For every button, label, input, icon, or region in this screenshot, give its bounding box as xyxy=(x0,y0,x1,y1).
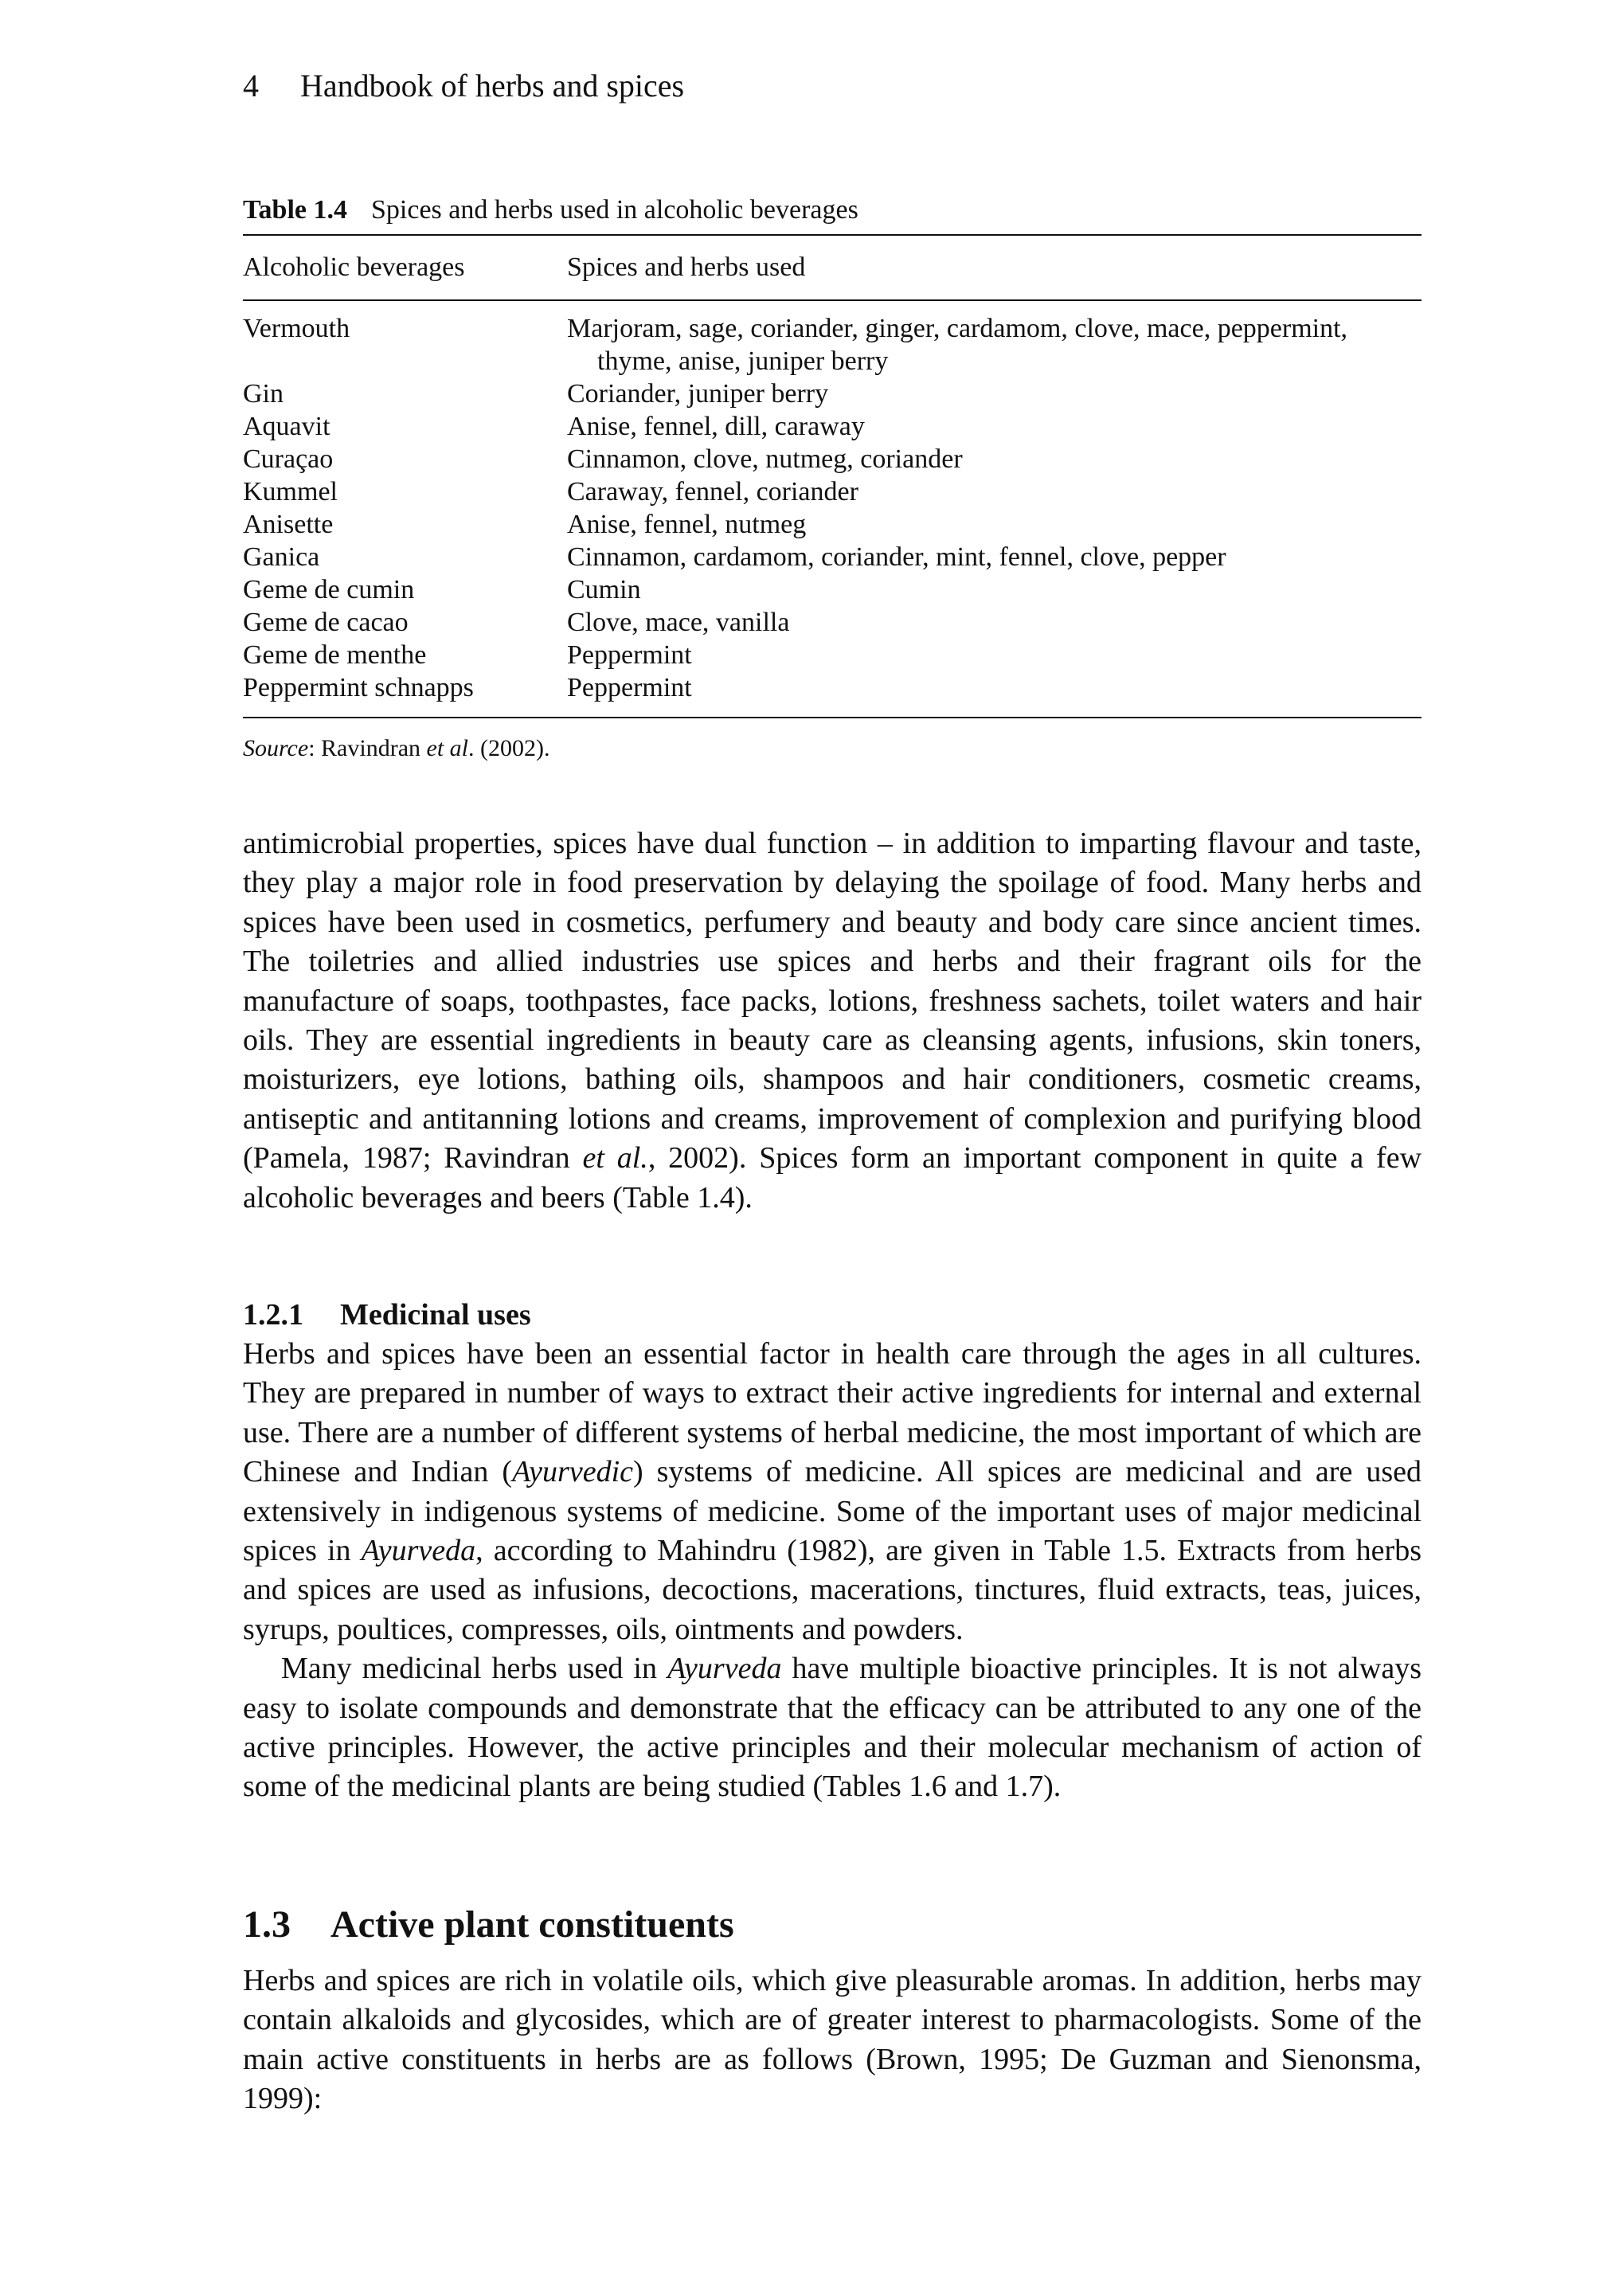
paragraph-text: ) systems of medicine. All spices are medicinal and are used extensively in indigenous systems of medicine. Some of the important uses of major medicinal spices in xyxy=(243,1455,1422,1568)
medicinal-uses-text xyxy=(243,1335,1422,1807)
spices-cell: Peppermint xyxy=(567,640,692,670)
table-row xyxy=(243,639,1422,671)
table-source-note xyxy=(243,733,1422,765)
section-number: 1.3 xyxy=(243,1903,291,1946)
italic-term: Ayurvedic xyxy=(512,1455,633,1489)
spices-cell: Peppermint xyxy=(567,673,692,702)
beverage-cell: Curaçao xyxy=(243,444,334,474)
paragraph-text: Herbs and spices have been an essential factor in health care through the ages in all cultures. They are prepared in number of ways to extract their active ingredients for internal and external use. There are a number of different systems of herbal medicine, the most important of which are Chinese and Indian ( xyxy=(243,1337,1422,1489)
spices-cell: Anise, fennel, nutmeg xyxy=(567,510,807,539)
spices-cell-line: Marjoram, sage, coriander, ginger, cardamom, clove, mace, peppermint, xyxy=(567,314,1348,343)
section-heading-1-3 xyxy=(243,1901,734,1949)
source-sep: : xyxy=(308,735,322,761)
beverage-cell: Anisette xyxy=(243,510,334,539)
table-row xyxy=(243,573,1422,606)
section-title: Active plant constituents xyxy=(330,1903,734,1946)
spices-cell xyxy=(567,312,1422,377)
spices-cell-continuation: thyme, anise, juniper berry xyxy=(597,346,889,376)
table-row xyxy=(243,606,1422,639)
spices-cell: Anise, fennel, dill, caraway xyxy=(567,412,865,441)
paragraph-text: Herbs and spices are rich in volatile oils, which give pleasurable aromas. In addition, herbs may contain alkaloids and glycosides, which are of greater interest to pharmacologists. Some of the main active constituents in herbs are as follows (Brown, 1995; De Guzman and Sienonsma, 1999): xyxy=(243,1964,1422,2116)
body-paragraph-continued xyxy=(243,824,1422,1218)
active-constituents-text xyxy=(243,1962,1422,2119)
beverage-cell: Geme de menthe xyxy=(243,640,427,670)
subsection-number: 1.2.1 xyxy=(243,1298,303,1332)
beverage-cell: Vermouth xyxy=(243,314,350,343)
beverage-cell: Peppermint schnapps xyxy=(243,673,474,702)
subsection-heading-1-2-1 xyxy=(243,1295,531,1335)
subsection-title: Medicinal uses xyxy=(340,1298,531,1332)
spices-cell: Cumin xyxy=(567,575,641,604)
beverage-cell: Gin xyxy=(243,379,284,409)
source-etal: et al xyxy=(426,735,469,761)
table-caption xyxy=(243,191,1422,234)
italic-term: Ayurveda xyxy=(361,1534,476,1568)
table-body xyxy=(243,301,1422,717)
table-row xyxy=(243,541,1422,573)
spices-cell: Coriander, juniper berry xyxy=(567,379,829,409)
spices-cell: Clove, mace, vanilla xyxy=(567,608,790,637)
table-row xyxy=(243,443,1422,475)
paragraph-text: Many medicinal herbs used in xyxy=(281,1652,667,1686)
spices-cell: Cinnamon, clove, nutmeg, coriander xyxy=(567,444,963,474)
beverage-cell: Ganica xyxy=(243,542,320,572)
table-label: Table 1.4 xyxy=(243,195,348,225)
beverage-cell: Geme de cumin xyxy=(243,575,415,604)
page-number: 4 xyxy=(243,68,259,104)
beverage-cell: Geme de cacao xyxy=(243,608,409,637)
paragraph-text: antimicrobial properties, spices have dual function – in addition to imparting flavour and taste, they play a major role in food preservation by delaying the spoilage of food. Many herbs and spices have been used in cosmetics, perfumery and beauty and body care since ancient times. The toiletries and allied industries use spices and herbs and their fragrant oils for the manufacture of soaps, toothpastes, face packs, lotions, freshness sachets, toilet waters and hair oils. They are essential ingredients in beauty care as cleansing agents, infusions, skin toners, moisturizers, eye lotions, bathing oils, shampoos and hair conditioners, cosmetic creams, antiseptic and antitanning lotions and creams, improvement of complexion and purifying blood (Pamela, 1987; Ravindran xyxy=(243,827,1422,1175)
paragraph-text: have multiple bioactive principles. It is not always easy to isolate compounds and demonstrate that the efficacy can be attributed to any one of the active principles. However, the active principles and their molecular mechanism of action of some of the medicinal plants are being studied (Tables 1.6 and 1.7). xyxy=(243,1652,1422,1804)
table-header-row xyxy=(243,236,1422,299)
table-row xyxy=(243,508,1422,541)
spices-cell: Cinnamon, cardamom, coriander, mint, fennel, clove, pepper xyxy=(567,542,1226,572)
column-header-spices: Spices and herbs used xyxy=(567,252,806,282)
source-author: Ravindran xyxy=(321,735,427,761)
beverage-cell: Aquavit xyxy=(243,412,330,441)
table-bottom-rule xyxy=(243,717,1422,718)
source-label: Source xyxy=(243,735,309,761)
citation-etal: et al. xyxy=(582,1141,648,1175)
italic-term: Ayurveda xyxy=(667,1652,782,1686)
table-1-4 xyxy=(243,191,1422,765)
spices-cell: Caraway, fennel, coriander xyxy=(567,477,858,507)
table-row xyxy=(243,475,1422,508)
column-header-beverages: Alcoholic beverages xyxy=(243,252,465,282)
paragraph-text: , 2002). Spices form an important component in quite a few alcoholic beverages and beers (Table 1.4). xyxy=(243,1141,1422,1214)
running-header xyxy=(243,65,684,107)
table-row xyxy=(243,410,1422,443)
table-title: Spices and herbs used in alcoholic beverages xyxy=(371,195,858,225)
table-row xyxy=(243,377,1422,410)
paragraph-text: , according to Mahindru (1982), are given in Table 1.5. Extracts from herbs and spices are used as infusions, decoctions, macerations, tinctures, fluid extracts, teas, juices, syrups, poultices, compresses, oils, ointments and powders. xyxy=(243,1534,1422,1646)
beverage-cell: Kummel xyxy=(243,477,338,507)
book-title: Handbook of herbs and spices xyxy=(300,68,685,104)
source-year: . (2002). xyxy=(468,735,550,761)
table-row xyxy=(243,671,1422,704)
table-row xyxy=(243,312,1422,377)
